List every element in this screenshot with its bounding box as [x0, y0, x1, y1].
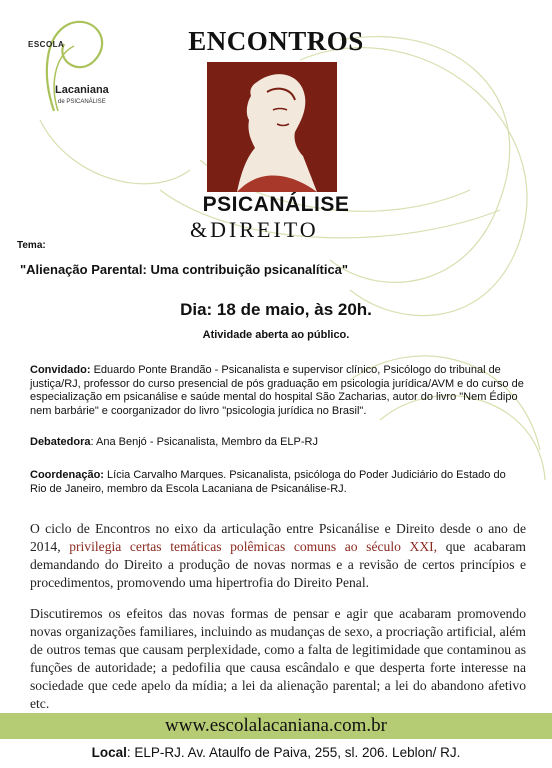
location-text: : ELP-RJ. Av. Ataulfo de Paiva, 255, sl. 206. Leblon/ RJ.	[126, 745, 461, 760]
convidado-label: Convidado:	[30, 364, 91, 376]
header-direito: &DIREITO	[190, 217, 319, 242]
tema-label: Tema:	[17, 240, 46, 251]
logo-escola-text: ESCOLA	[28, 40, 65, 49]
tema-subtitle: Uma contribuição psicanalítica"	[150, 262, 349, 277]
event-date: Dia: 18 de maio, às 20h.	[180, 300, 372, 319]
debatedora-text: : Ana Benjó - Psicanalista, Membro da ELP-RJ	[90, 436, 318, 448]
convidado-section	[30, 364, 525, 418]
header-psicanalise: PSICANÁLISE	[202, 193, 350, 216]
debatedora-section	[30, 436, 525, 450]
website-bar	[0, 713, 552, 739]
body-paragraph-1	[30, 520, 526, 592]
coordenacao-label: Coordenação:	[30, 469, 104, 481]
header-title: ENCONTROS	[188, 26, 364, 56]
coordenacao-section	[30, 469, 525, 496]
location-label: Local	[91, 745, 127, 760]
logo-psicanalise-text: de PSICANÁLISE	[58, 99, 106, 105]
tema-main: "Alienação Parental:	[20, 262, 147, 277]
portrait-illustration	[207, 62, 337, 192]
event-open-notice: Atividade aberta ao público.	[202, 329, 350, 341]
p1-end: que acabaram demandando do Direito a produção de novas normas e a revisão de certos princípios e procedimentos, promovendo uma hipertrofia do Direito Penal.	[30, 539, 527, 590]
location	[0, 745, 552, 760]
p1-highlight: privilegia certas temáticas polêmicas comuns ao século XXI,	[69, 539, 438, 554]
logo-lacaniana-text: Lacaniana	[55, 84, 109, 96]
debatedora-label: Debatedora	[30, 436, 91, 448]
coordenacao-text: Lícia Carvalho Marques. Psicanalista, psicóloga do Poder Judiciário do Estado do Rio de Janeiro, membro da Escola Lacaniana de Psicanálise-RJ.	[30, 469, 506, 495]
p1-start: O ciclo de Encontros no eixo da articulação entre Psicanálise e Direito desde o ano de 2014,	[30, 521, 526, 554]
tema-title	[20, 262, 348, 277]
website-link[interactable]: www.escolalacaniana.com.br	[165, 715, 387, 736]
body-paragraph-2: Discutiremos os efeitos das novas formas de pensar e agir que acabaram promovendo novas organizações familiares, incluindo as mudanças de sexo, a procriação artificial, além de outros temas que causam perplexidade, como a falta de legitimidade que contaminou as funções de autoridade; a pedofilia que causa escândalo e que desperta forte interesse na sociedade que cede apelo da mídia; a lei da alienação parental; a lei do abandono afetivo etc.	[30, 606, 526, 711]
convidado-text: Eduardo Ponte Brandão - Psicanalista e supervisor clínico, Psicólogo do tribunal de justiça/RJ, professor do curso presencial de pós graduação em psicologia jurídica/AVM e do curso de especialização em psicanálise e saúde mental do hospital São Zacharias, autor do livro "Nem Édipo nem barbárie" e coorganizador do livro "psicologia jurídica no Brasil".	[30, 364, 524, 417]
